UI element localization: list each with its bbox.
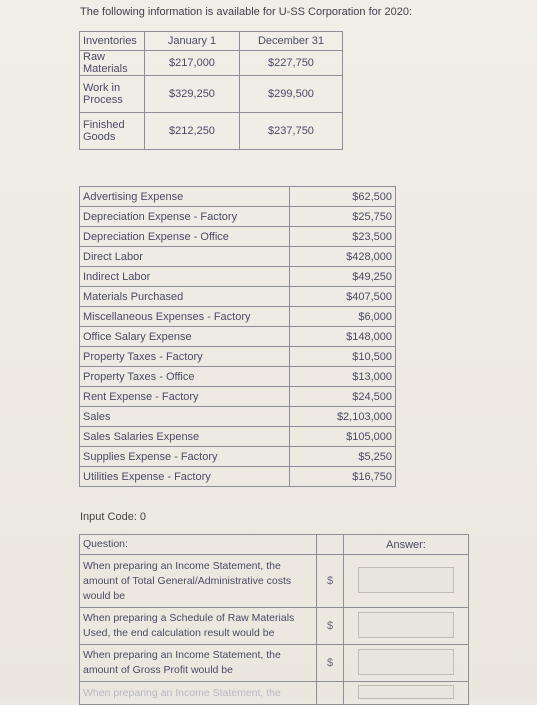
expense-value: $105,000 — [290, 427, 396, 447]
inventory-row — [80, 76, 343, 113]
inventory-label: Raw Materials — [80, 51, 145, 76]
expense-row — [80, 407, 396, 427]
question-row — [80, 608, 469, 645]
expense-name: Property Taxes - Office — [80, 367, 290, 387]
answer-input[interactable] — [358, 612, 454, 638]
expense-row — [80, 307, 396, 327]
answer-cell — [344, 682, 469, 705]
inventory-header-label: Inventories — [80, 32, 145, 51]
expense-value: $407,500 — [290, 287, 396, 307]
expense-row — [80, 227, 396, 247]
inventory-dec: $227,750 — [240, 51, 343, 76]
expense-name: Depreciation Expense - Factory — [80, 207, 290, 227]
expenses-table — [79, 186, 396, 487]
expense-name: Miscellaneous Expenses - Factory — [80, 307, 290, 327]
dollar-sign — [317, 682, 344, 705]
expense-name: Indirect Labor — [80, 267, 290, 287]
inventory-header-dec: December 31 — [240, 32, 343, 51]
expense-row — [80, 467, 396, 487]
expense-name: Rent Expense - Factory — [80, 387, 290, 407]
expense-value: $49,250 — [290, 267, 396, 287]
answer-input[interactable] — [358, 685, 454, 699]
dollar-sign: $ — [317, 608, 344, 645]
expense-row — [80, 347, 396, 367]
questions-table — [79, 534, 469, 705]
question-row — [80, 645, 469, 682]
expense-value: $2,103,000 — [290, 407, 396, 427]
inventory-label: Finished Goods — [80, 113, 145, 150]
expense-name: Office Salary Expense — [80, 327, 290, 347]
expense-name: Supplies Expense - Factory — [80, 447, 290, 467]
expense-row — [80, 447, 396, 467]
expense-value: $10,500 — [290, 347, 396, 367]
inventory-dec: $299,500 — [240, 76, 343, 113]
question-header: Question: — [80, 535, 317, 555]
expense-row — [80, 367, 396, 387]
question-text: When preparing a Schedule of Raw Materials Used, the end calculation result would be — [80, 608, 317, 645]
expense-name: Property Taxes - Factory — [80, 347, 290, 367]
inventory-jan: $329,250 — [145, 76, 240, 113]
inventory-row — [80, 51, 343, 76]
answer-header: Answer: — [344, 535, 469, 555]
expense-name: Advertising Expense — [80, 187, 290, 207]
expense-row — [80, 187, 396, 207]
question-text: When preparing an Income Statement, the amount of Total General/Administrative costs would be — [80, 555, 317, 608]
intro-text: The following information is available for U-SS Corporation for 2020: — [80, 6, 412, 18]
inventory-label: Work in Process — [80, 76, 145, 113]
expense-value: $428,000 — [290, 247, 396, 267]
expense-row — [80, 327, 396, 347]
answer-cell — [344, 645, 469, 682]
expense-value: $13,000 — [290, 367, 396, 387]
expense-value: $23,500 — [290, 227, 396, 247]
expense-row — [80, 387, 396, 407]
expense-row — [80, 287, 396, 307]
answer-input[interactable] — [358, 649, 454, 675]
inventory-table — [79, 31, 343, 150]
expense-name: Direct Labor — [80, 247, 290, 267]
expense-value: $62,500 — [290, 187, 396, 207]
answer-cell — [344, 555, 469, 608]
expense-value: $24,500 — [290, 387, 396, 407]
expense-name: Utilities Expense - Factory — [80, 467, 290, 487]
inventory-dec: $237,750 — [240, 113, 343, 150]
expense-value: $5,250 — [290, 447, 396, 467]
expense-name: Depreciation Expense - Office — [80, 227, 290, 247]
expense-row — [80, 427, 396, 447]
expense-value: $25,750 — [290, 207, 396, 227]
expense-row — [80, 207, 396, 227]
expense-name: Sales — [80, 407, 290, 427]
header-spacer — [317, 535, 344, 555]
question-row — [80, 682, 469, 705]
question-text: When preparing an Income Statement, the amount of Gross Profit would be — [80, 645, 317, 682]
inventory-jan: $212,250 — [145, 113, 240, 150]
inventory-jan: $217,000 — [145, 51, 240, 76]
input-code-label: Input Code: 0 — [80, 511, 147, 523]
dollar-sign: $ — [317, 645, 344, 682]
answer-cell — [344, 608, 469, 645]
expense-row — [80, 247, 396, 267]
question-text: When preparing an Income Statement, the — [80, 682, 317, 705]
questions-header-row — [80, 535, 469, 555]
expense-value: $16,750 — [290, 467, 396, 487]
expense-row — [80, 267, 396, 287]
answer-input[interactable] — [358, 567, 454, 593]
expense-value: $148,000 — [290, 327, 396, 347]
expense-name: Sales Salaries Expense — [80, 427, 290, 447]
expense-name: Materials Purchased — [80, 287, 290, 307]
inventory-row — [80, 113, 343, 150]
inventory-header-jan: January 1 — [145, 32, 240, 51]
expense-value: $6,000 — [290, 307, 396, 327]
dollar-sign: $ — [317, 555, 344, 608]
question-row — [80, 555, 469, 608]
inventory-header-row — [80, 32, 343, 51]
